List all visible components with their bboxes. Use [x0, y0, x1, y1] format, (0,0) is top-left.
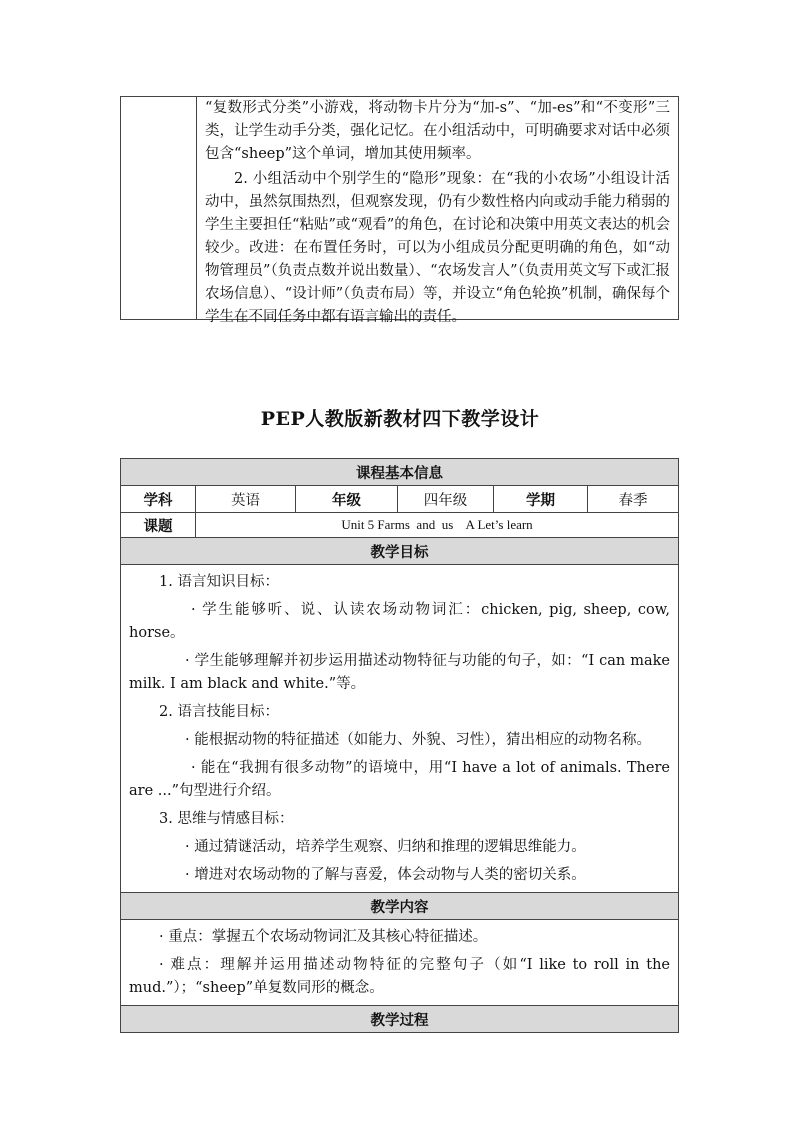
reflection-paragraph-1: “复数形式分类”小游戏，将动物卡片分为“加-s”、“加-es”和“不变形”三类，让学生动手分类，强化记忆。在小组活动中，可明确要求对话中必须包含“sheep”这个单词，增加其使用频率。	[205, 100, 670, 162]
objective-item-5: · 通过猜谜活动，培养学生观察、归纳和推理的逻辑思维能力。	[185, 839, 586, 855]
reflection-paragraph-2: 2. 小组活动中个别学生的“隐形”现象：在“我的小农场”小组设计活动中，虽然氛围热烈，但观察发现，仍有少数性格内向或动手能力稍弱的学生主要担任“粘贴”或“观看”的角色，在讨论和决策中用英文表达的机会较少。改进：在布置任务时，可以为小组成员分配更明确的角色，如“动物管理员”（负责点数并说出数量）、“农场发言人”（负责用英文写下或汇报农场信息）、“设计师”（负责布局）等，并设立“角色轮换”机制，确保每个学生在不同任务中都有语言输出的责任。	[205, 171, 670, 325]
subject-value: 英语	[196, 486, 296, 512]
objective-item-6: · 增进对农场动物的了解与喜爱，体会动物与人类的密切关系。	[185, 867, 586, 883]
difficult-point: · 难点：理解并运用描述动物特征的完整句子（如“I like to roll in the mud.”）；“sheep”单复数同形的概念。	[129, 957, 670, 996]
objective-item-3: · 能根据动物的特征描述（如能力、外貌、习性），猜出相应的动物名称。	[185, 732, 651, 748]
continuation-content-cell	[197, 97, 678, 325]
basic-info-header-text: 课程基本信息	[356, 464, 443, 482]
objectives-header-text: 教学目标	[370, 543, 429, 561]
lesson-plan-table	[120, 458, 679, 1033]
process-header-text: 教学过程	[370, 1011, 429, 1029]
objective-heading-2: 2. 语言技能目标：	[159, 704, 279, 720]
content-header	[121, 893, 678, 920]
basic-info-header	[121, 459, 678, 486]
term-value: 春季	[618, 492, 648, 509]
grade-label: 年级	[296, 486, 398, 512]
term-label: 学期	[494, 486, 588, 512]
continuation-label-cell	[121, 97, 197, 319]
objective-item-1: · 学生能够听、说、认读农场动物词汇：chicken, pig, sheep, cow, horse。	[129, 602, 670, 641]
key-point: · 重点：掌握五个农场动物词汇及其核心特征描述。	[159, 929, 488, 945]
objectives-body	[121, 565, 678, 893]
objective-heading-3: 3. 思维与情感目标：	[159, 811, 294, 827]
objectives-header	[121, 538, 678, 565]
objective-heading-1: 1. 语言知识目标：	[159, 574, 279, 590]
continuation-table	[120, 96, 679, 325]
content-body	[121, 920, 678, 1006]
grade-value: 四年级	[398, 486, 494, 512]
document-title: PEP人教版新教材四下教学设计	[260, 408, 540, 430]
content-header-text: 教学内容	[370, 898, 429, 916]
topic-value: Unit 5 Farms and us A Let’s learn	[341, 517, 533, 532]
process-header	[121, 1006, 678, 1032]
subject-label: 学科	[121, 486, 196, 512]
topic-row	[121, 513, 678, 538]
topic-label: 课题	[121, 513, 196, 537]
objective-item-2: · 学生能够理解并初步运用描述动物特征与功能的句子，如：“I can make milk. I am black and white.”等。	[129, 653, 670, 692]
objective-item-4: · 能在“我拥有很多动物”的语境中，用“I have a lot of animals. There are ...”句型进行介绍。	[129, 760, 670, 799]
basic-info-row	[121, 486, 678, 513]
